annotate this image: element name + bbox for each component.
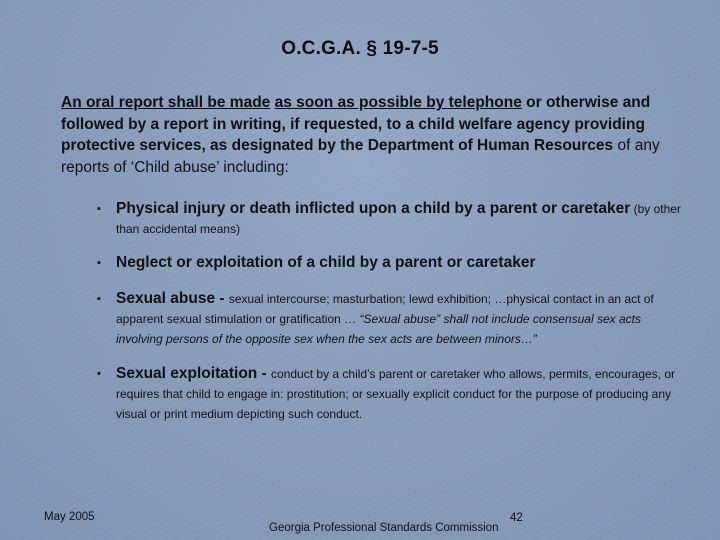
page-number: 42 [510,512,523,524]
bullet-physical-injury [97,199,682,239]
footer-date: May 2005 [44,511,95,523]
bullet-detail: sexual intercourse; masturbation; lewd exhibition; …physical contact in an act of apparent sexual stimulation or gratification … [116,292,654,326]
bullet-marker: • [97,368,101,380]
bullet-neglect [97,253,682,273]
bullet-list [97,199,682,424]
bullet-sexual-abuse [97,289,682,349]
bullet-detail: (by other than accidental means) [116,202,681,236]
slide-title: O.C.G.A. § 19-7-5 [281,38,439,59]
intro-underlined-phrase: as soon as possible by telephone [274,94,522,111]
intro-underlined-phrase: An oral report shall be made [61,94,271,111]
footer-organization: Georgia Professional Standards Commission [269,522,499,534]
bullet-heading: Physical injury or death inflicted upon a child by a parent or caretaker [116,200,631,217]
bullet-marker: ▪ [97,257,101,269]
bullet-detail: conduct by a child’s parent or caretaker who allows, permits, encourages, or requires that child to engage in: prostitution; or sexually explicit conduct for the purpose of producing any visual or print medium depicting such conduct. [116,367,676,421]
bullet-heading: Sexual exploitation - [116,365,272,382]
bullet-italic-quote: “Sexual abuse” shall not include consensual sex acts involving persons of the opposite sex when the sex acts are between minors…” [116,312,641,346]
bullet-heading: Neglect or exploitation of a child by a parent or caretaker [116,254,536,271]
intro-text: Department of Human Resources [367,137,614,154]
bullet-marker: ▪ [97,293,101,305]
intro-paragraph [61,92,686,178]
intro-text: of any reports of ‘Child abuse’ including: [61,137,660,176]
intro-text: or otherwise and followed by a report in writing, if requested, to a child welfare agency providing protective services, as designated by the [61,94,651,154]
bullet-marker: ▪ [97,203,101,215]
bullet-heading: Sexual abuse - [116,290,229,307]
bullet-sexual-exploitation [97,364,682,424]
